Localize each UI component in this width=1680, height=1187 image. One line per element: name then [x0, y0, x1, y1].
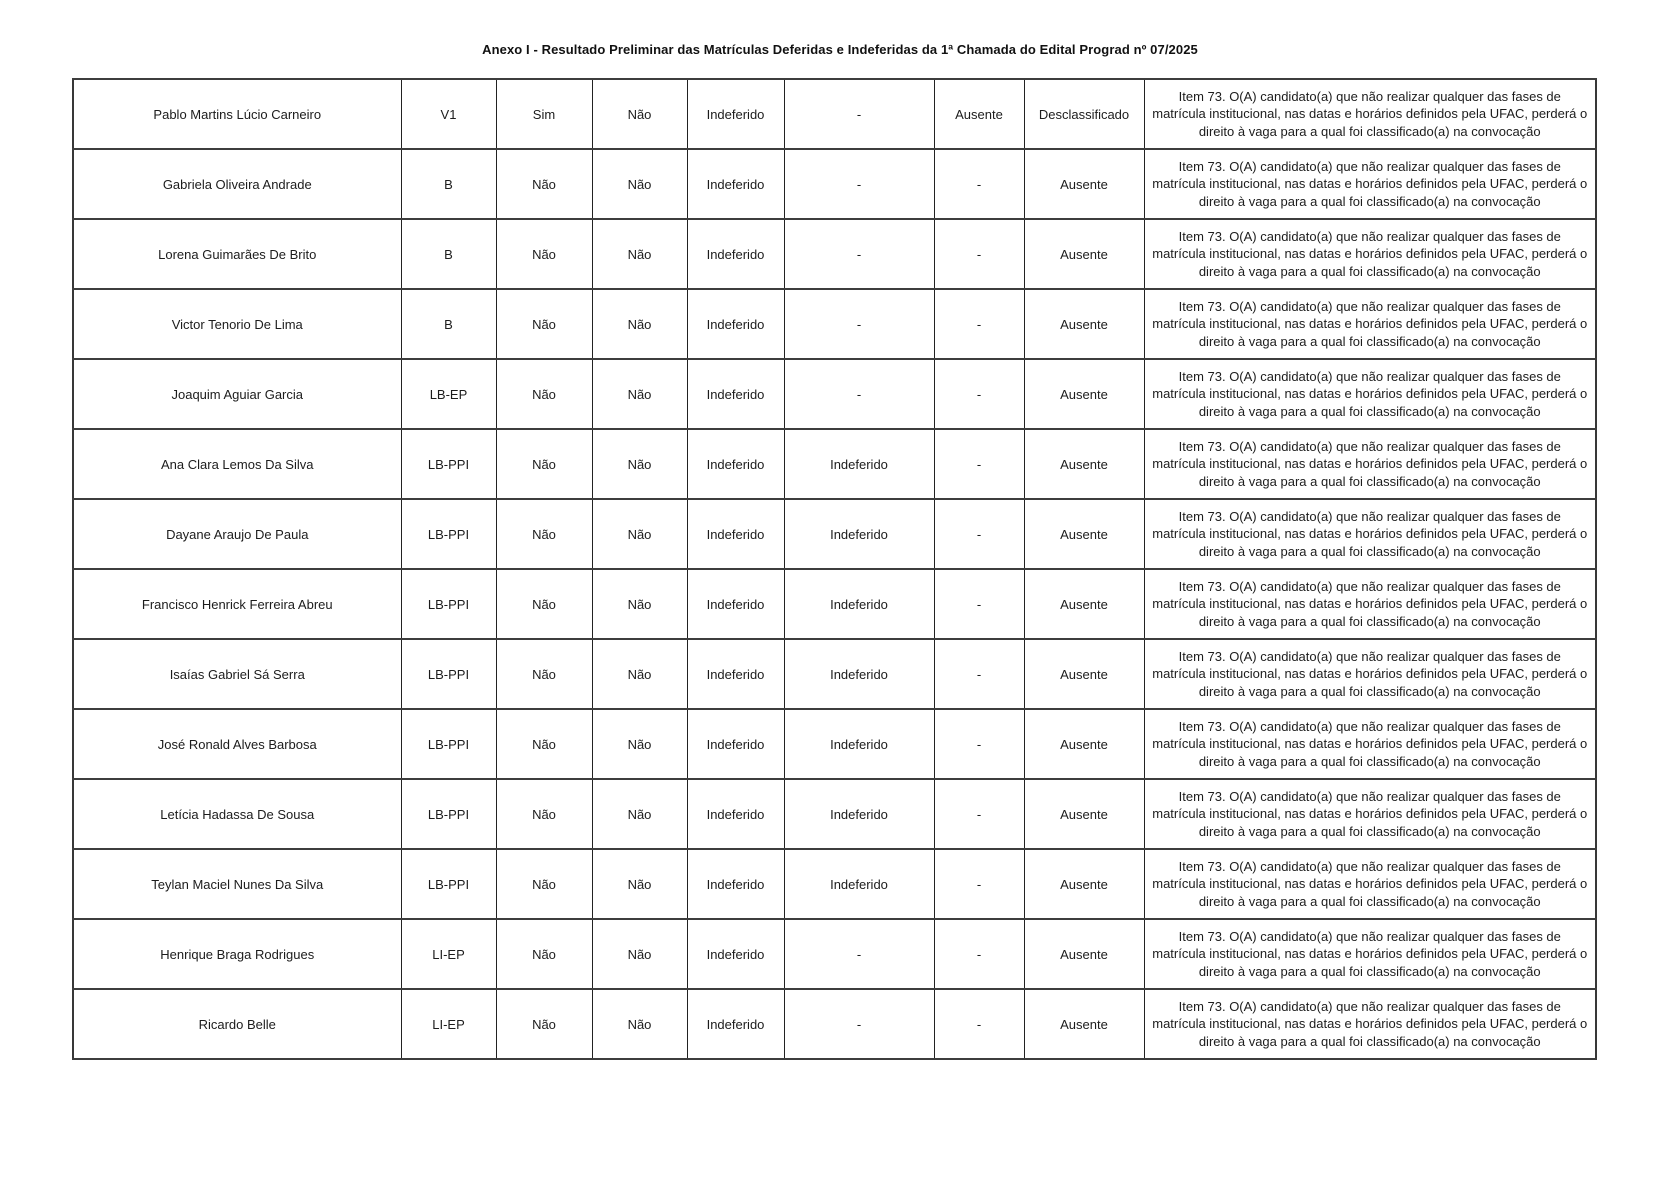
- status-cell: Indeferido: [784, 639, 934, 709]
- observation-cell: Item 73. O(A) candidato(a) que não realizar qualquer das fases de matrícula institucional, nas datas e horários definidos pela UFAC, perderá o direito à vaga para a qual foi classificado(a) na convocação: [1144, 779, 1596, 849]
- status-cell: -: [784, 919, 934, 989]
- status-cell: Não: [592, 989, 687, 1059]
- candidate-name-cell: Gabriela Oliveira Andrade: [73, 149, 401, 219]
- status-cell: Não: [592, 849, 687, 919]
- table-row: [73, 989, 1596, 1059]
- status-cell: Não: [592, 779, 687, 849]
- quota-group-cell: LB-PPI: [401, 429, 496, 499]
- status-cell: -: [934, 779, 1024, 849]
- status-cell: -: [934, 149, 1024, 219]
- quota-group-cell: B: [401, 149, 496, 219]
- status-cell: -: [934, 429, 1024, 499]
- observation-cell: Item 73. O(A) candidato(a) que não realizar qualquer das fases de matrícula institucional, nas datas e horários definidos pela UFAC, perderá o direito à vaga para a qual foi classificado(a) na convocação: [1144, 79, 1596, 149]
- status-cell: Indeferido: [687, 779, 784, 849]
- status-cell: Não: [592, 639, 687, 709]
- status-cell: -: [784, 219, 934, 289]
- status-cell: Não: [496, 849, 592, 919]
- status-cell: -: [934, 709, 1024, 779]
- candidate-name-cell: Pablo Martins Lúcio Carneiro: [73, 79, 401, 149]
- result-cell: Ausente: [1024, 569, 1144, 639]
- status-cell: Não: [496, 639, 592, 709]
- quota-group-cell: B: [401, 219, 496, 289]
- status-cell: Não: [496, 989, 592, 1059]
- candidate-name-cell: Ana Clara Lemos Da Silva: [73, 429, 401, 499]
- status-cell: Sim: [496, 79, 592, 149]
- status-cell: Não: [592, 79, 687, 149]
- result-cell: Ausente: [1024, 709, 1144, 779]
- results-table: [72, 78, 1597, 1060]
- result-cell: Ausente: [1024, 219, 1144, 289]
- observation-cell: Item 73. O(A) candidato(a) que não realizar qualquer das fases de matrícula institucional, nas datas e horários definidos pela UFAC, perderá o direito à vaga para a qual foi classificado(a) na convocação: [1144, 849, 1596, 919]
- observation-cell: Item 73. O(A) candidato(a) que não realizar qualquer das fases de matrícula institucional, nas datas e horários definidos pela UFAC, perderá o direito à vaga para a qual foi classificado(a) na convocação: [1144, 919, 1596, 989]
- observation-cell: Item 73. O(A) candidato(a) que não realizar qualquer das fases de matrícula institucional, nas datas e horários definidos pela UFAC, perderá o direito à vaga para a qual foi classificado(a) na convocação: [1144, 569, 1596, 639]
- status-cell: Não: [496, 359, 592, 429]
- status-cell: Não: [496, 219, 592, 289]
- observation-cell: Item 73. O(A) candidato(a) que não realizar qualquer das fases de matrícula institucional, nas datas e horários definidos pela UFAC, perderá o direito à vaga para a qual foi classificado(a) na convocação: [1144, 149, 1596, 219]
- status-cell: -: [934, 499, 1024, 569]
- status-cell: Não: [496, 779, 592, 849]
- table-row: [73, 709, 1596, 779]
- status-cell: Indeferido: [784, 569, 934, 639]
- status-cell: -: [784, 989, 934, 1059]
- candidate-name-cell: Victor Tenorio De Lima: [73, 289, 401, 359]
- status-cell: Indeferido: [687, 709, 784, 779]
- status-cell: -: [784, 149, 934, 219]
- observation-cell: Item 73. O(A) candidato(a) que não realizar qualquer das fases de matrícula institucional, nas datas e horários definidos pela UFAC, perderá o direito à vaga para a qual foi classificado(a) na convocação: [1144, 219, 1596, 289]
- observation-cell: Item 73. O(A) candidato(a) que não realizar qualquer das fases de matrícula institucional, nas datas e horários definidos pela UFAC, perderá o direito à vaga para a qual foi classificado(a) na convocação: [1144, 289, 1596, 359]
- observation-cell: Item 73. O(A) candidato(a) que não realizar qualquer das fases de matrícula institucional, nas datas e horários definidos pela UFAC, perderá o direito à vaga para a qual foi classificado(a) na convocação: [1144, 429, 1596, 499]
- table-row: [73, 849, 1596, 919]
- status-cell: Indeferido: [784, 709, 934, 779]
- status-cell: Indeferido: [687, 569, 784, 639]
- table-row: [73, 79, 1596, 149]
- status-cell: Não: [592, 359, 687, 429]
- result-cell: Ausente: [1024, 779, 1144, 849]
- status-cell: Indeferido: [687, 989, 784, 1059]
- quota-group-cell: LB-PPI: [401, 849, 496, 919]
- status-cell: -: [784, 359, 934, 429]
- table-row: [73, 639, 1596, 709]
- table-row: [73, 359, 1596, 429]
- status-cell: -: [934, 219, 1024, 289]
- candidate-name-cell: Teylan Maciel Nunes Da Silva: [73, 849, 401, 919]
- candidate-name-cell: José Ronald Alves Barbosa: [73, 709, 401, 779]
- result-cell: Ausente: [1024, 359, 1144, 429]
- result-cell: Ausente: [1024, 149, 1144, 219]
- result-cell: Ausente: [1024, 499, 1144, 569]
- table-row: [73, 149, 1596, 219]
- result-cell: Ausente: [1024, 289, 1144, 359]
- candidate-name-cell: Joaquim Aguiar Garcia: [73, 359, 401, 429]
- status-cell: Indeferido: [687, 289, 784, 359]
- candidate-name-cell: Letícia Hadassa De Sousa: [73, 779, 401, 849]
- status-cell: Indeferido: [784, 849, 934, 919]
- status-cell: -: [934, 359, 1024, 429]
- status-cell: Indeferido: [687, 79, 784, 149]
- quota-group-cell: LB-PPI: [401, 569, 496, 639]
- status-cell: -: [784, 289, 934, 359]
- table-row: [73, 569, 1596, 639]
- quota-group-cell: LB-PPI: [401, 709, 496, 779]
- status-cell: Não: [592, 919, 687, 989]
- candidate-name-cell: Isaías Gabriel Sá Serra: [73, 639, 401, 709]
- status-cell: Indeferido: [687, 219, 784, 289]
- table-row: [73, 779, 1596, 849]
- status-cell: Indeferido: [687, 359, 784, 429]
- candidate-name-cell: Francisco Henrick Ferreira Abreu: [73, 569, 401, 639]
- table-row: [73, 219, 1596, 289]
- status-cell: Indeferido: [687, 499, 784, 569]
- result-cell: Ausente: [1024, 849, 1144, 919]
- quota-group-cell: LB-EP: [401, 359, 496, 429]
- quota-group-cell: LB-PPI: [401, 779, 496, 849]
- status-cell: Indeferido: [784, 429, 934, 499]
- table-row: [73, 429, 1596, 499]
- status-cell: Não: [592, 499, 687, 569]
- observation-cell: Item 73. O(A) candidato(a) que não realizar qualquer das fases de matrícula institucional, nas datas e horários definidos pela UFAC, perderá o direito à vaga para a qual foi classificado(a) na convocação: [1144, 989, 1596, 1059]
- status-cell: -: [784, 79, 934, 149]
- status-cell: Não: [496, 569, 592, 639]
- status-cell: Indeferido: [687, 849, 784, 919]
- observation-cell: Item 73. O(A) candidato(a) que não realizar qualquer das fases de matrícula institucional, nas datas e horários definidos pela UFAC, perderá o direito à vaga para a qual foi classificado(a) na convocação: [1144, 359, 1596, 429]
- quota-group-cell: LI-EP: [401, 919, 496, 989]
- quota-group-cell: V1: [401, 79, 496, 149]
- status-cell: Não: [496, 149, 592, 219]
- status-cell: Não: [592, 429, 687, 499]
- quota-group-cell: LI-EP: [401, 989, 496, 1059]
- quota-group-cell: B: [401, 289, 496, 359]
- status-cell: -: [934, 919, 1024, 989]
- quota-group-cell: LB-PPI: [401, 639, 496, 709]
- status-cell: -: [934, 639, 1024, 709]
- status-cell: -: [934, 289, 1024, 359]
- quota-group-cell: LB-PPI: [401, 499, 496, 569]
- result-cell: Ausente: [1024, 919, 1144, 989]
- status-cell: Indeferido: [784, 779, 934, 849]
- candidate-name-cell: Lorena Guimarães De Brito: [73, 219, 401, 289]
- status-cell: Indeferido: [687, 149, 784, 219]
- table-row: [73, 289, 1596, 359]
- status-cell: -: [934, 849, 1024, 919]
- status-cell: Indeferido: [784, 499, 934, 569]
- table-row: [73, 919, 1596, 989]
- status-cell: Não: [592, 219, 687, 289]
- observation-cell: Item 73. O(A) candidato(a) que não realizar qualquer das fases de matrícula institucional, nas datas e horários definidos pela UFAC, perderá o direito à vaga para a qual foi classificado(a) na convocação: [1144, 499, 1596, 569]
- candidate-name-cell: Dayane Araujo De Paula: [73, 499, 401, 569]
- table-row: [73, 499, 1596, 569]
- status-cell: Não: [592, 709, 687, 779]
- candidate-name-cell: Henrique Braga Rodrigues: [73, 919, 401, 989]
- observation-cell: Item 73. O(A) candidato(a) que não realizar qualquer das fases de matrícula institucional, nas datas e horários definidos pela UFAC, perderá o direito à vaga para a qual foi classificado(a) na convocação: [1144, 639, 1596, 709]
- status-cell: Não: [592, 289, 687, 359]
- status-cell: Não: [496, 429, 592, 499]
- status-cell: Não: [496, 919, 592, 989]
- status-cell: Não: [592, 569, 687, 639]
- candidate-name-cell: Ricardo Belle: [73, 989, 401, 1059]
- status-cell: -: [934, 569, 1024, 639]
- result-cell: Ausente: [1024, 429, 1144, 499]
- status-cell: Não: [496, 499, 592, 569]
- status-cell: Indeferido: [687, 429, 784, 499]
- status-cell: Indeferido: [687, 639, 784, 709]
- page-title: Anexo I - Resultado Preliminar das Matrículas Deferidas e Indeferidas da 1ª Chamada do Edital Prograd nº 07/2025: [482, 42, 1198, 57]
- status-cell: Não: [496, 289, 592, 359]
- status-cell: Não: [592, 149, 687, 219]
- result-cell: Ausente: [1024, 639, 1144, 709]
- status-cell: Não: [496, 709, 592, 779]
- result-cell: Desclassificado: [1024, 79, 1144, 149]
- observation-cell: Item 73. O(A) candidato(a) que não realizar qualquer das fases de matrícula institucional, nas datas e horários definidos pela UFAC, perderá o direito à vaga para a qual foi classificado(a) na convocação: [1144, 709, 1596, 779]
- status-cell: -: [934, 989, 1024, 1059]
- status-cell: Ausente: [934, 79, 1024, 149]
- result-cell: Ausente: [1024, 989, 1144, 1059]
- status-cell: Indeferido: [687, 919, 784, 989]
